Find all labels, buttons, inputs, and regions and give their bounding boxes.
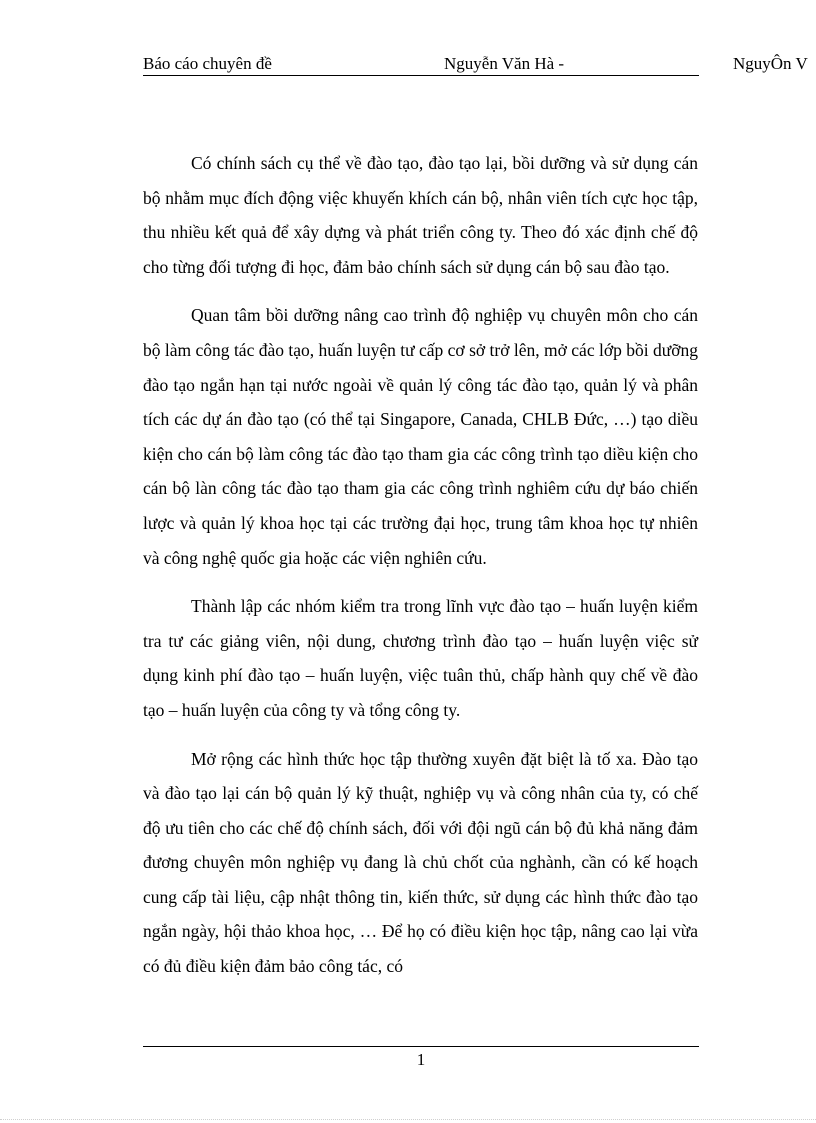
header-author: Nguyễn Văn Hà -	[444, 54, 565, 73]
paragraph: Thành lập các nhóm kiểm tra trong lĩnh vực đào tạo – huấn luyện kiểm tra tư các giảng viên, nội dung, chương trình đào tạo – huấn luyện việc sử dụng kinh phí đào tạo – huấn luyện, việc tuân thủ, chấp hành quy chế về đào tạo – huấn luyện của công ty và tổng công ty.	[143, 596, 698, 720]
paragraph: Quan tâm bồi dưỡng nâng cao trình độ nghiệp vụ chuyên môn cho cán bộ làm công tác đào tạo, huấn luyện tư cấp cơ sở trở lên, mở các lớp bồi dưỡng đào tạo ngắn hạn tại nước ngoài về quản lý công tác đào tạo, quản lý và phân tích các dự án đào tạo (có thể tại Singapore, Canada, CHLB Đức, …) tạo diều kiện cho cán bộ làm công tác đào tạo tham gia các công trình tạo diều kiện cho cán bộ làn công tác đào tạo tham gia các công trình nghiêm cứu dự báo chiến lược và quản lý khoa học tại các trường đại học, trung tâm khoa học tự nhiên và công nghệ quốc gia hoặc các viện nghiên cứu.	[143, 305, 698, 568]
footer-rule	[143, 1046, 699, 1047]
header-rule	[143, 75, 699, 76]
paragraph: Có chính sách cụ thể về đào tạo, đào tạo lại, bồi dưỡng và sử dụng cán bộ nhằm mục đích động việc khuyến khích cán bộ, nhân viên tích cực học tập, thu nhiều kết quả để xây dựng và phát triển công ty. Theo đó xác định chế độ cho từng đối tượng đi học, đảm bảo chính sách sử dụng cán bộ sau đào tạo.	[143, 153, 698, 277]
header-left-title: Báo cáo chuyên đề	[143, 54, 272, 73]
page-edge-divider	[0, 1119, 816, 1120]
header-right-text: NguyÔn V	[733, 54, 808, 73]
body-text	[143, 146, 698, 998]
page-number: 1	[416, 1050, 426, 1069]
paragraph: Mở rộng các hình thức học tập thường xuyên đặt biệt là tố xa. Đào tạo và đào tạo lại cán bộ quản lý kỹ thuật, nghiệp vụ và công nhân của ty, có chế độ ưu tiên cho các chế độ chính sách, đối với đội ngũ cán bộ đủ khả năng đảm đương chuyên môn nghiệp vụ đang là chủ chốt của nghành, cần có kế hoạch cung cấp tài liệu, cập nhật thông tin, kiến thức, sử dụng các hình thức đào tạo ngắn ngày, hội thảo khoa học, … Để họ có điều kiện học tập, nâng cao lại vừa có đủ điều kiện đảm bảo công tác, có	[143, 748, 698, 977]
